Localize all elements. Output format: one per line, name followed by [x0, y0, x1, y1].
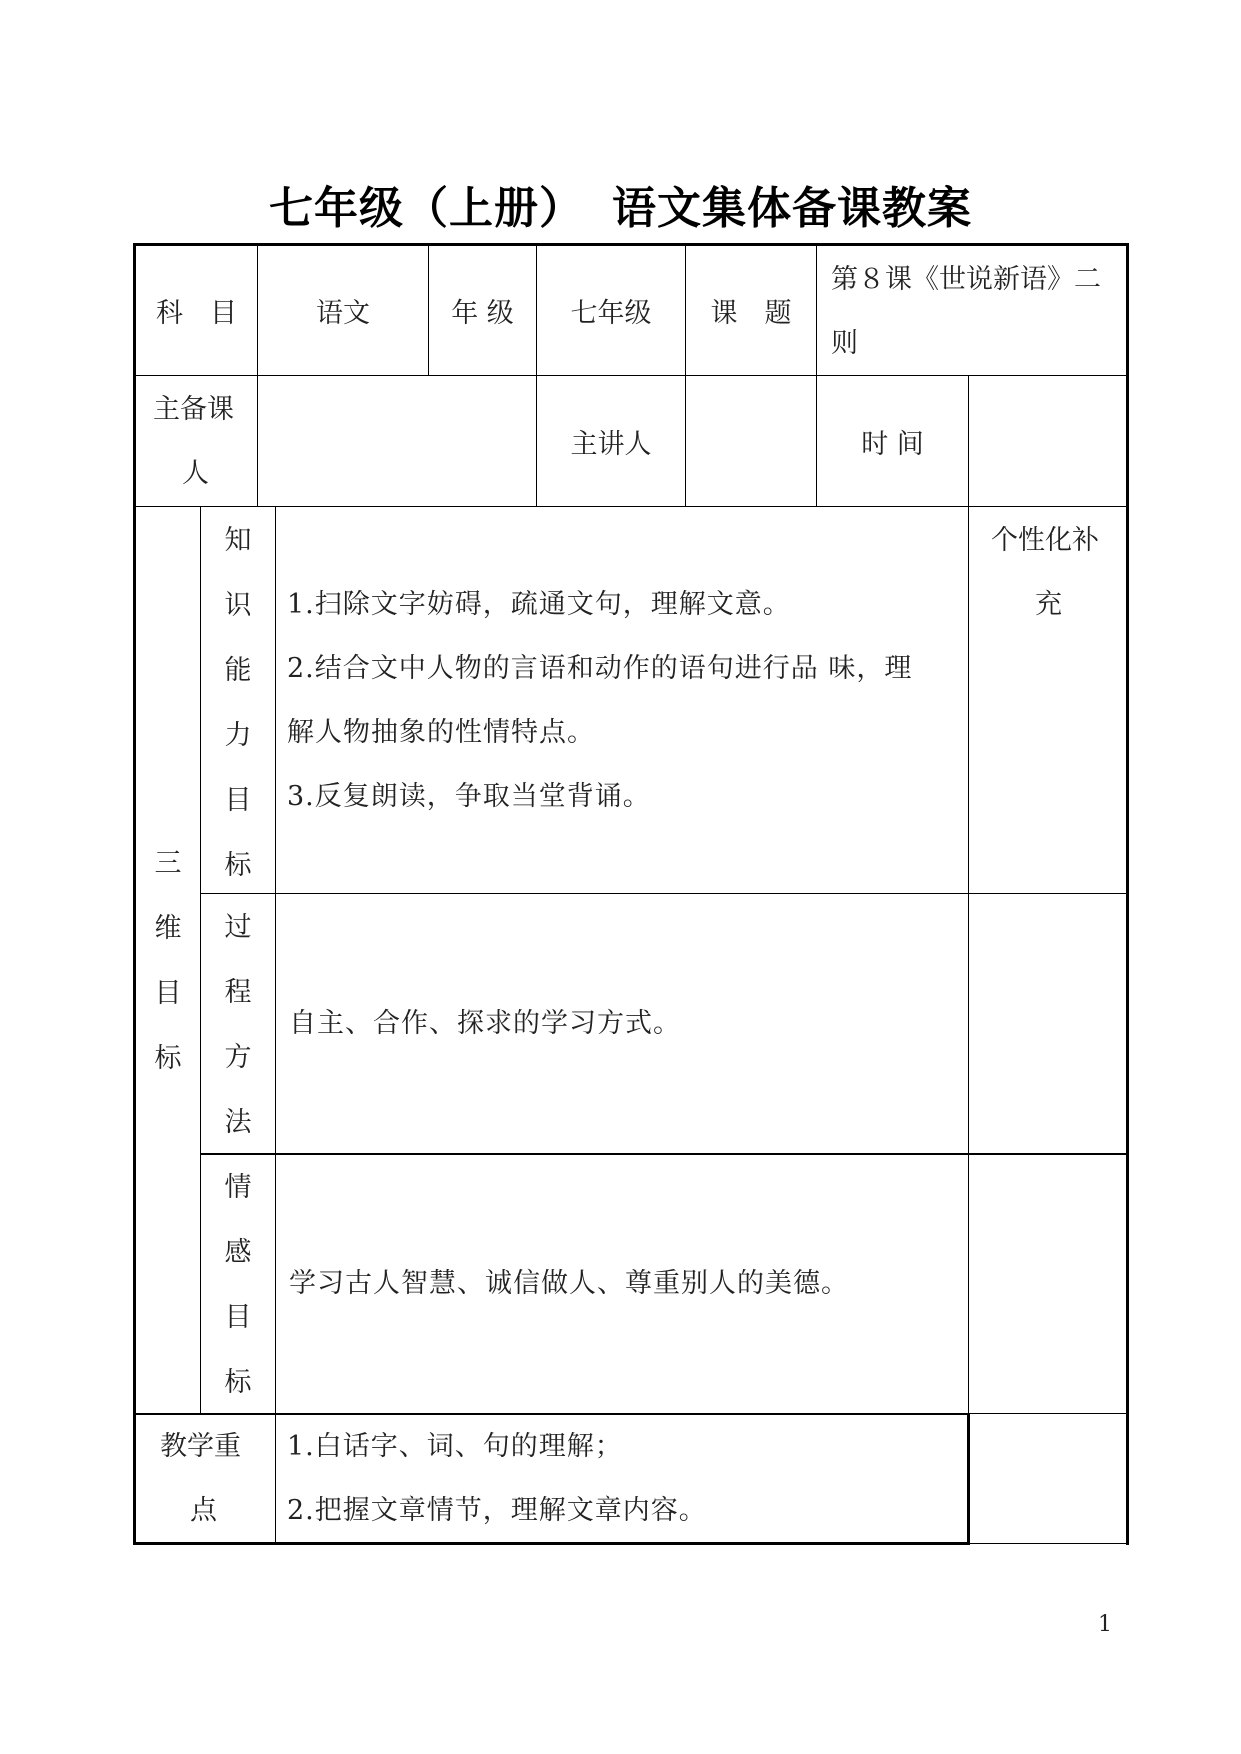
process-char: 法 — [224, 1107, 252, 1138]
row-line — [200, 893, 1129, 894]
col-line — [967, 1413, 970, 1545]
emotion-char: 目 — [224, 1302, 252, 1333]
topic-label: 课 题 — [710, 298, 792, 329]
time-value[interactable] — [969, 376, 1126, 506]
three-goals-char: 维 — [154, 913, 182, 944]
row-line — [200, 1153, 1129, 1155]
three-goals-label — [136, 831, 200, 1091]
emotion-char: 感 — [224, 1237, 252, 1268]
knowledge-char: 目 — [224, 785, 252, 816]
emotion-char: 情 — [224, 1172, 252, 1203]
emotion-goals-text: 学习古人智慧、诚信做人、尊重别人的美德。 — [289, 1268, 849, 1299]
knowledge-char: 标 — [224, 850, 252, 881]
emotion-goals-label — [201, 1155, 275, 1415]
three-goals-char: 三 — [154, 848, 182, 879]
knowledge-char: 力 — [224, 720, 252, 751]
personal-supplement-line1: 个性化补 — [991, 525, 1099, 556]
knowledge-goal-line: 3.反复朗读，争取当堂背诵。 — [287, 781, 651, 812]
process-method-label — [201, 895, 275, 1155]
col-line — [968, 506, 969, 1413]
col-line — [275, 506, 276, 1543]
page-title — [0, 172, 1241, 236]
emotion-char: 标 — [224, 1367, 252, 1398]
preparer-label-line2: 人 — [182, 458, 209, 489]
grade-label: 年 级 — [451, 298, 514, 329]
table-border-right — [1126, 243, 1129, 1545]
knowledge-char: 能 — [224, 655, 252, 686]
process-char: 过 — [224, 912, 252, 943]
knowledge-char: 识 — [224, 590, 252, 621]
title-name: 语文集体备课教案 — [612, 183, 972, 234]
speaker-value[interactable] — [686, 376, 816, 506]
page-number: 1 — [1098, 1612, 1112, 1637]
personal-supplement-line2: 充 — [1035, 589, 1062, 620]
row-line — [969, 1413, 1129, 1414]
subject-value: 语文 — [316, 298, 370, 329]
preparer-value[interactable] — [258, 376, 536, 506]
key-point-line: 2.把握文章情节，理解文章内容。 — [287, 1495, 707, 1526]
row-line — [133, 506, 1129, 507]
three-goals-char: 标 — [154, 1043, 182, 1074]
title-grade: 七年级（上册） — [269, 183, 584, 234]
topic-value-line2: 则 — [831, 328, 858, 359]
process-method-text: 自主、合作、探求的学习方式。 — [289, 1008, 681, 1039]
knowledge-goal-line: 2.结合文中人物的言语和动作的语句进行品 味，理 — [287, 653, 913, 684]
knowledge-goal-line: 1.扫除文字妨碍，疏通文句，理解文意。 — [287, 589, 791, 620]
process-char: 方 — [224, 1042, 252, 1073]
topic-value-line1: 第８课《世说新语》二 — [831, 264, 1101, 295]
knowledge-char: 知 — [224, 525, 252, 556]
table-border-bottom-right — [969, 1543, 1129, 1544]
key-points-label-line2: 点 — [190, 1495, 217, 1526]
preparer-label-line1: 主备课 — [153, 394, 234, 425]
three-goals-char: 目 — [154, 978, 182, 1009]
key-point-line: 1.白话字、词、句的理解； — [287, 1431, 623, 1462]
time-label: 时 间 — [861, 428, 924, 460]
knowledge-goals-label — [201, 508, 275, 898]
speaker-label: 主讲人 — [570, 428, 652, 460]
knowledge-goal-line: 解人物抽象的性情特点。 — [287, 717, 595, 748]
key-points-label-line1: 教学重 — [160, 1431, 241, 1462]
process-char: 程 — [224, 977, 252, 1008]
subject-label: 科 目 — [156, 298, 237, 329]
grade-value: 七年级 — [570, 298, 652, 329]
